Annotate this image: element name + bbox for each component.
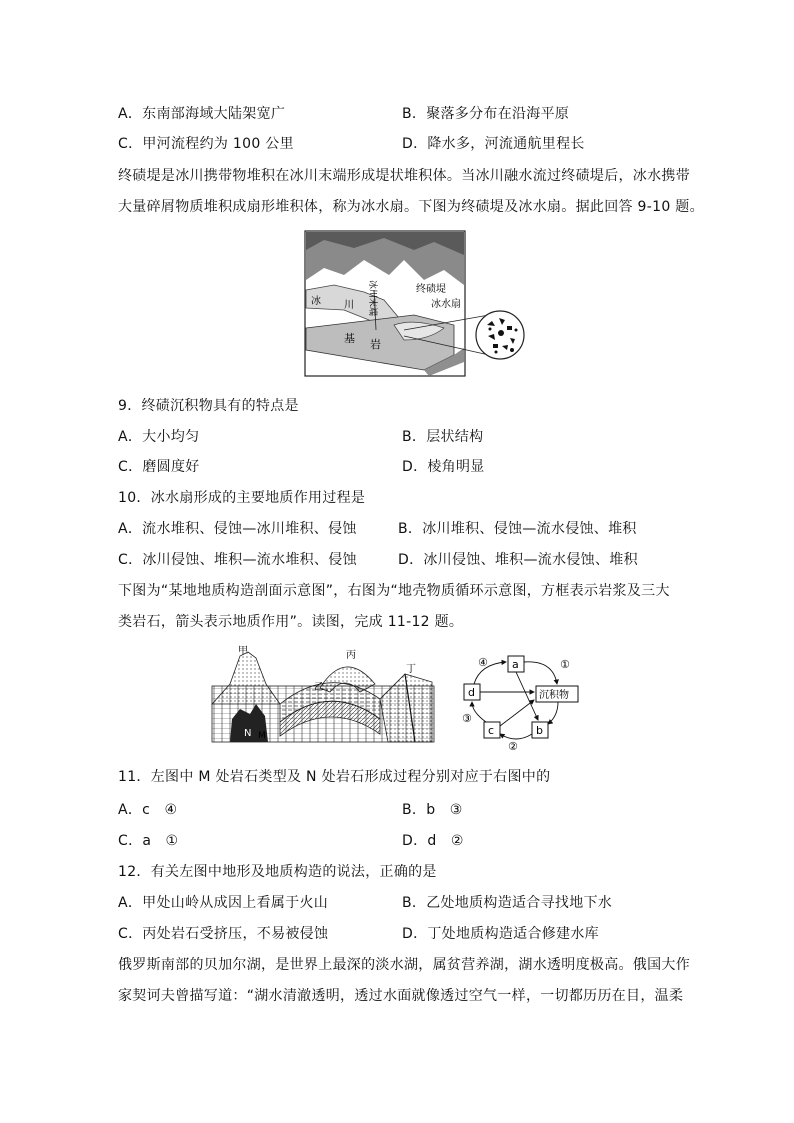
passage2-line1: 下图为“某地地质构造剖面示意图”，右图为“地壳物质循环示意图，方框表示岩浆及三大 bbox=[118, 583, 670, 599]
label-yi: 乙 bbox=[314, 682, 324, 693]
label-jia: 甲 bbox=[238, 646, 248, 657]
box-c: c bbox=[488, 724, 495, 737]
label-outwash-fan: 冰水扇 bbox=[431, 299, 461, 310]
q11-option-a: A．c ④ bbox=[118, 802, 178, 818]
q12-option-c: C．丙处岩石受挤压，不易被侵蚀 bbox=[118, 926, 329, 942]
num-1: ① bbox=[560, 658, 570, 671]
q12-option-d: D．丁处地质构造适合修建水库 bbox=[402, 926, 599, 942]
q10-stem: 10．冰水扇形成的主要地质作用过程是 bbox=[118, 490, 366, 506]
rock-cycle-figure bbox=[458, 650, 588, 752]
q8-option-a: A．东南部海域大陆架宽广 bbox=[118, 106, 286, 122]
passage1-line1: 终碛堤是冰川携带物堆积在冰川末端形成堤状堆积体。当冰川融水流过终碛堤后，冰水携带 bbox=[118, 168, 690, 184]
num-2: ② bbox=[508, 740, 518, 752]
q10-option-c: C．冰川侵蚀、堆积—流水堆积、侵蚀 bbox=[118, 552, 357, 568]
q12-stem: 12．有关左图中地形及地质构造的说法，正确的是 bbox=[118, 864, 437, 880]
q9-option-d: D．棱角明显 bbox=[402, 459, 485, 475]
moraine-figure bbox=[304, 230, 526, 378]
box-d: d bbox=[468, 686, 475, 699]
label-bedrock-1: 基 bbox=[344, 332, 355, 345]
q12-option-a: A．甲处山岭从成因上看属于火山 bbox=[118, 895, 329, 911]
q11-option-d: D．d ② bbox=[402, 833, 464, 849]
label-bing: 丙 bbox=[346, 650, 356, 661]
q8-option-d: D．降水多，河流通航里程长 bbox=[402, 136, 585, 152]
q10-option-d: D．冰川侵蚀、堆积—流水侵蚀、堆积 bbox=[398, 552, 638, 568]
q8-option-b: B．聚落多分布在沿海平原 bbox=[402, 106, 570, 122]
label-ice: 冰 bbox=[311, 296, 321, 307]
q9-option-b: B．层状结构 bbox=[402, 429, 484, 445]
label-ding: 丁 bbox=[406, 664, 416, 675]
q10-option-b: B．冰川堆积、侵蚀—流水侵蚀、堆积 bbox=[398, 521, 637, 537]
label-river-char: 川 bbox=[344, 300, 354, 311]
q9-stem: 9．终碛沉积物具有的特点是 bbox=[118, 398, 299, 414]
num-4: ④ bbox=[478, 656, 488, 669]
label-n: N bbox=[244, 728, 252, 739]
q12-option-b: B．乙处地质构造适合寻找地下水 bbox=[402, 895, 613, 911]
q11-option-b: B．b ③ bbox=[402, 802, 463, 818]
q11-stem: 11．左图中 M 处岩石类型及 N 处岩石形成过程分别对应于右图中的 bbox=[118, 769, 551, 785]
passage3-line2: 家契诃夫曾描写道：“湖水清澈透明，透过水面就像透过空气一样，一切都历历在目，温柔 bbox=[118, 988, 684, 1004]
num-3: ③ bbox=[462, 712, 472, 725]
label-glacier-end: 冰川末端 bbox=[367, 280, 377, 317]
label-m: M bbox=[258, 731, 266, 741]
q10-option-a: A．流水堆积、侵蚀—冰川堆积、侵蚀 bbox=[118, 521, 357, 537]
label-moraine: 终碛堤 bbox=[416, 284, 446, 295]
q8-option-c: C．甲河流程约为 100 公里 bbox=[118, 136, 294, 152]
passage1-line2: 大量碎屑物质堆积成扇形堆积体，称为冰水扇。下图为终碛堤及冰水扇。据此回答 9-10 题。 bbox=[118, 199, 704, 215]
box-b: b bbox=[536, 724, 543, 737]
geologic-section-figure bbox=[210, 644, 436, 744]
box-a: a bbox=[512, 658, 519, 671]
box-sediment: 沉积物 bbox=[539, 690, 569, 701]
label-bedrock-2: 岩 bbox=[370, 338, 381, 351]
passage3-line1: 俄罗斯南部的贝加尔湖，是世界上最深的淡水湖，属贫营养湖，湖水透明度极高。俄国大作 bbox=[118, 957, 690, 973]
q11-option-c: C．a ① bbox=[118, 833, 179, 849]
q9-option-c: C．磨圆度好 bbox=[118, 459, 200, 475]
q9-option-a: A．大小均匀 bbox=[118, 429, 200, 445]
passage2-line2: 类岩石，箭头表示地质作用”。读图，完成 11-12 题。 bbox=[118, 614, 464, 630]
